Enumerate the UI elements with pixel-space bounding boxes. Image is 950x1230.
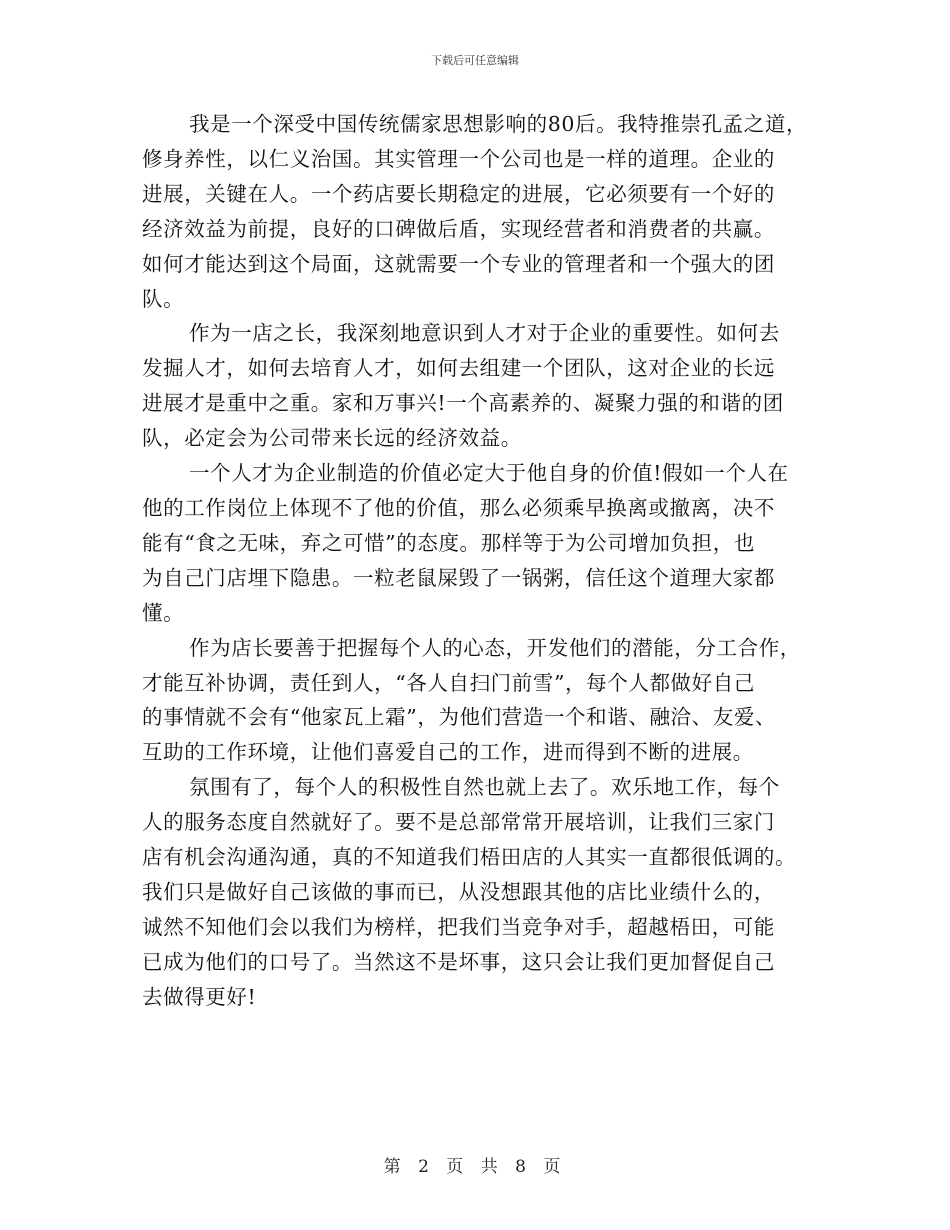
page-header-note: 下载后可任意编辑 [431, 54, 519, 67]
text-line: 队。 [142, 286, 185, 311]
text-line: 懂。 [142, 600, 185, 625]
text-line: 经济效益为前提，良好的口碑做后盾，实现经营者和消费者的共赢。 [142, 216, 775, 241]
paragraph [142, 631, 812, 771]
text-line: 的事情就不会有“他家瓦上霜”，为他们营造一个和谐、融洽、友爱、 [142, 705, 777, 730]
paragraph [142, 316, 812, 456]
text-line: 我们只是做好自己该做的事而已，从没想跟其他的店比业绩什么的， [142, 879, 775, 904]
text-line: 如何才能达到这个局面，这就需要一个专业的管理者和一个强大的团 [142, 251, 775, 276]
text-line: 他的工作岗位上体现不了他的价值，那么必须乘早换离或撤离，决不 [142, 495, 775, 520]
paragraph [142, 770, 812, 1014]
text-line: 诚然不知他们会以我们为榜样，把我们当竞争对手，超越梧田，可能 [142, 914, 775, 939]
text-line: 进展才是重中之重。家和万事兴!一个高素养的、凝聚力强的和谐的团 [142, 391, 784, 416]
text-line: 队，必定会为公司带来长远的经济效益。 [142, 426, 522, 451]
text-line: 能有“食之无味，弃之可惜”的态度。那样等于为公司增加负担，也 [142, 530, 755, 555]
text-line: 已成为他们的口号了。当然这不是坏事，这只会让我们更加督促自己 [142, 949, 775, 974]
text-line: 我是一个深受中国传统儒家思想影响的80后。我特推崇孔孟之道， [189, 112, 808, 136]
text-line: 去做得更好! [142, 984, 257, 1009]
text-line: 一个人才为企业制造的价值必定大于他自身的价值!假如一个人在 [189, 461, 789, 486]
page-number: 第 2 页 共 8 页 [383, 1157, 567, 1177]
text-line: 发掘人才，如何去培育人才，如何去组建一个团队，这对企业的长远 [142, 356, 775, 381]
text-line: 店有机会沟通沟通，真的不知道我们梧田店的人其实一直都很低调的。 [142, 845, 797, 870]
text-line: 才能互补协调，责任到人，“各人自扫门前雪”，每个人都做好自己 [142, 670, 755, 695]
text-line: 人的服务态度自然就好了。要不是总部常常开展培训，让我们三家门 [142, 810, 775, 835]
text-line: 互助的工作环境，让他们喜爱自己的工作，进而得到不断的进展。 [142, 740, 754, 765]
document-body [142, 107, 812, 1015]
text-line: 修身养性，以仁义治国。其实管理一个公司也是一样的道理。企业的 [142, 146, 775, 171]
text-line: 进展，关键在人。一个药店要长期稳定的进展，它必须要有一个好的 [142, 181, 775, 206]
paragraph [142, 107, 812, 316]
paragraph [142, 456, 812, 631]
text-line: 氛围有了，每个人的积极性自然也就上去了。欢乐地工作，每个 [189, 775, 780, 800]
text-line: 为自己门店埋下隐患。一粒老鼠屎毁了一锅粥，信任这个道理大家都 [142, 565, 775, 590]
text-line: 作为店长要善于把握每个人的心态，开发他们的潜能，分工合作， [189, 635, 801, 660]
text-line: 作为一店之长，我深刻地意识到人才对于企业的重要性。如何去 [189, 321, 780, 346]
